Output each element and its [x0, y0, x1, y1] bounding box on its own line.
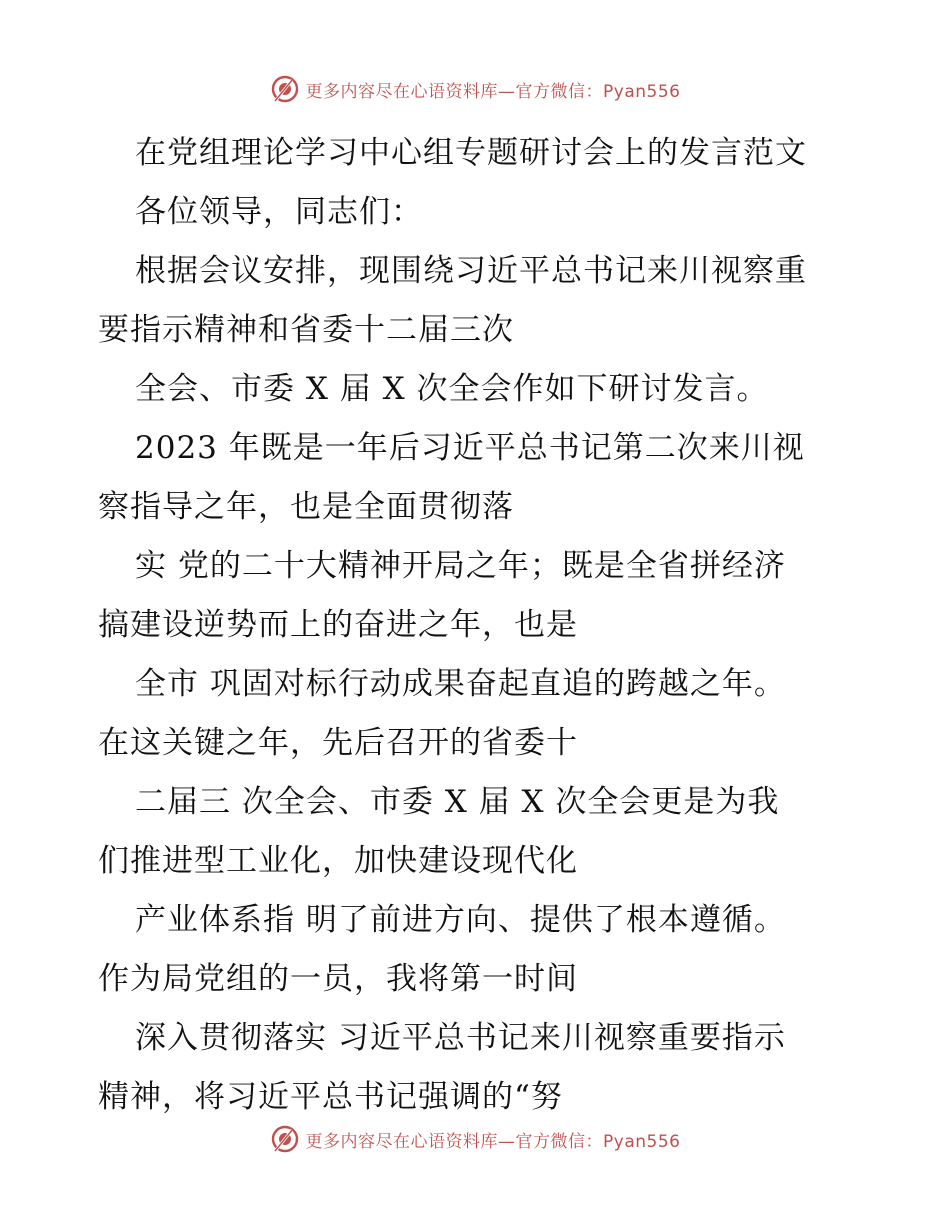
document-body [98, 124, 898, 1127]
document-line: 实 党的二十大精神开局之年；既是全省拼经济 [135, 548, 786, 584]
document-line: 深入贯彻落实 习近平总书记来川视察重要指示 [135, 1020, 786, 1056]
pen-logo-icon [270, 74, 300, 104]
document-line: 要指示精神和省委十二届三次 [98, 312, 514, 348]
pen-logo-icon [270, 1124, 300, 1154]
document-line: 全市 巩固对标行动成果奋起直追的跨越之年。 [135, 666, 786, 702]
document-line: 精神，将习近平总书记强调的“努 [98, 1079, 563, 1115]
document-line: 搞建设逆势而上的奋进之年，也是 [98, 607, 578, 643]
document-line: 在党组理论学习中心组专题研讨会上的发言范文 [135, 135, 807, 171]
footer-watermark [0, 1124, 950, 1154]
document-line: 2023 年既是一年后习近平总书记第二次来川视 [135, 430, 805, 466]
document-line: 各位领导，同志们： [135, 194, 423, 230]
header-watermark [0, 74, 950, 104]
document-line: 根据会议安排，现围绕习近平总书记来川视察重 [135, 253, 807, 289]
watermark-text: 更多内容尽在心语资料库—官方微信：Pyan556 [305, 81, 681, 102]
document-line: 察指导之年，也是全面贯彻落 [98, 489, 514, 525]
document-line: 产业体系指 明了前进方向、提供了根本遵循。 [135, 902, 786, 938]
document-line: 们推进型工业化，加快建设现代化 [98, 843, 578, 879]
document-line: 二届三 次全会、市委 X 届 X 次全会更是为我 [135, 784, 780, 820]
document-line: 全会、市委 X 届 X 次全会作如下研讨发言。 [135, 371, 769, 407]
document-line: 在这关键之年，先后召开的省委十 [98, 725, 578, 761]
watermark-text: 更多内容尽在心语资料库—官方微信：Pyan556 [305, 1131, 681, 1152]
document-line: 作为局党组的一员，我将第一时间 [98, 961, 578, 997]
